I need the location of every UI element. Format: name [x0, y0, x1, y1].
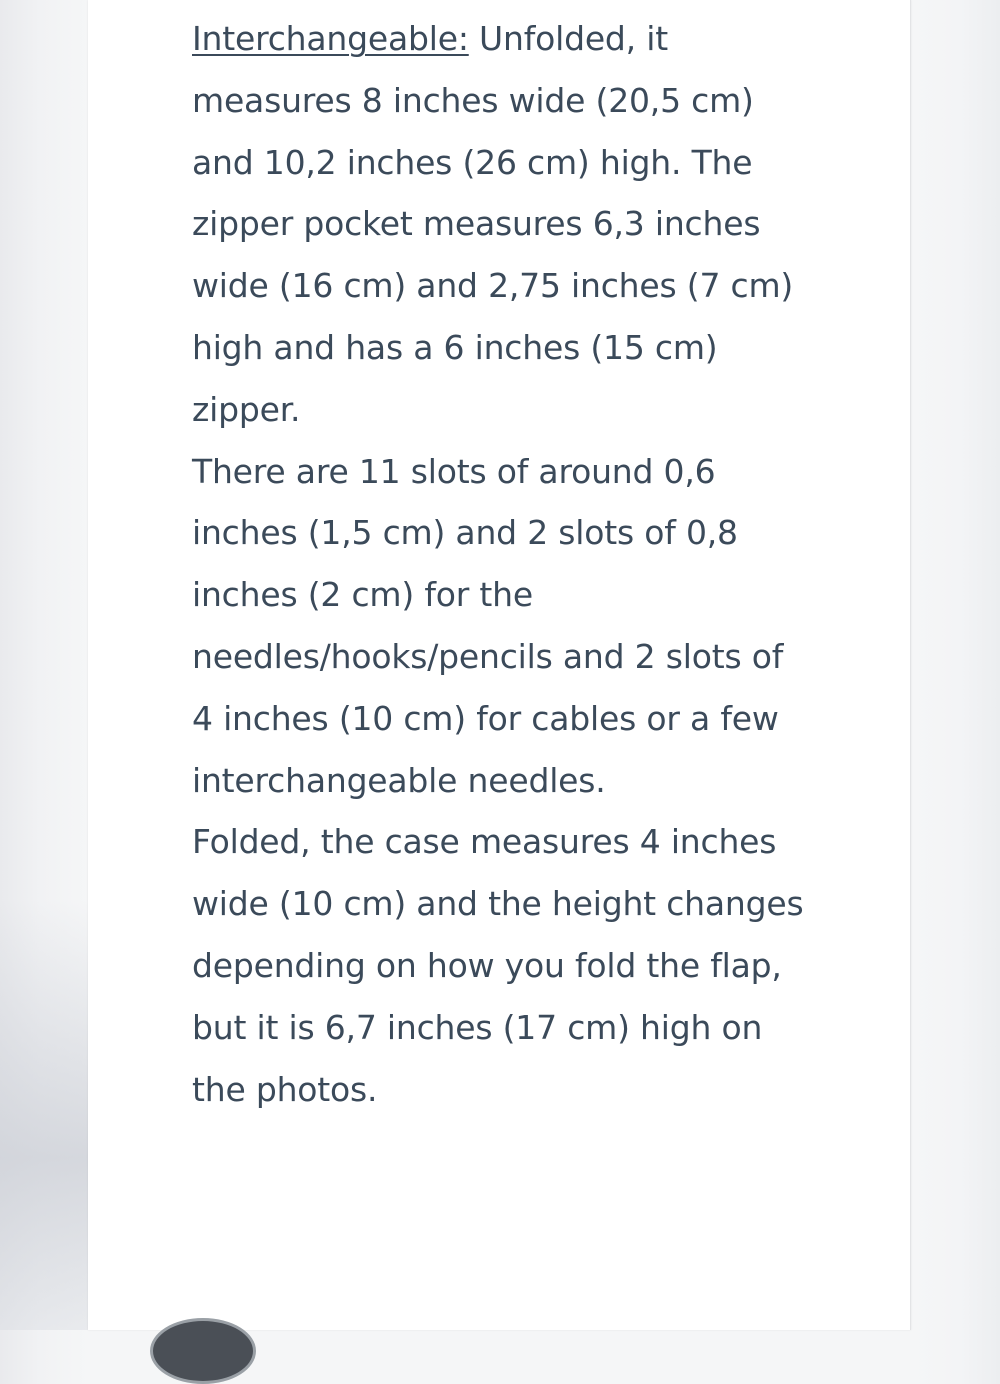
description-paragraph-1 — [192, 8, 812, 441]
page-shadow — [0, 900, 90, 1330]
description-paragraph-3: Folded, the case measures 4 inches wide (10 cm) and the height changes depending on how you fold the flap, but it is 6,7 inches (17 cm) high on the photos. — [192, 822, 804, 1109]
paragraph-1-text: Unfolded, it measures 8 inches wide (20,5 cm) and 10,2 inches (26 cm) high. The zipper pocket measures 6,3 inches wide (16 cm) and 2,75 inches (7 cm) high and has a 6 inches (15 cm) zipper. — [192, 19, 794, 429]
interchangeable-label: Interchangeable: — [192, 19, 469, 58]
description-paragraph-2: There are 11 slots of around 0,6 inches (1,5 cm) and 2 slots of 0,8 inches (2 cm) for the needles/hooks/pencils and 2 slots of 4 inches (10 cm) for cables or a few interchangeable needles. — [192, 451, 784, 800]
content-card — [88, 0, 911, 1330]
scroll-button[interactable] — [150, 1318, 256, 1384]
product-description — [192, 8, 812, 1120]
